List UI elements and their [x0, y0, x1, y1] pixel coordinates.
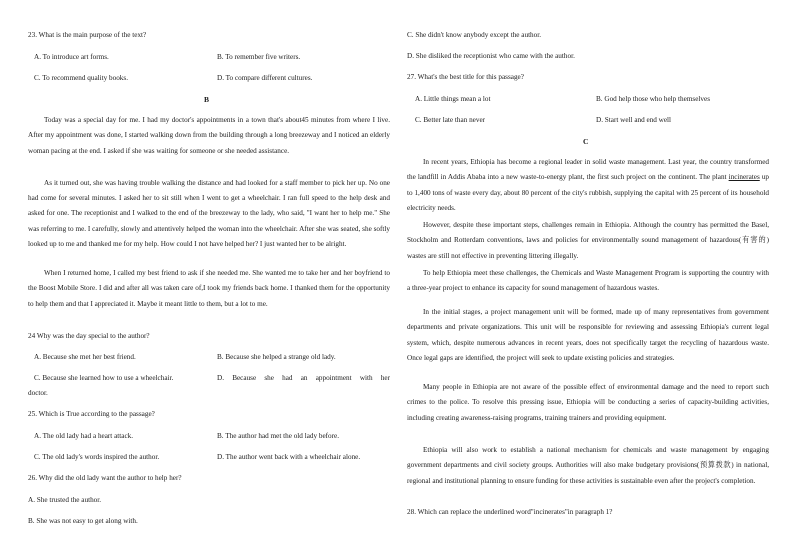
q26-stem: 26. Why did the old lady want the author to help her?: [28, 474, 182, 482]
q24-option-d: D. Because she had an appointment with her: [217, 374, 390, 382]
passage-c-p1-after: up to 1,400 tons of waste every day, about 80 percent of the city's rubbish, supplying the capital with 25 percent of its household electricity needs.: [407, 173, 770, 212]
passage-c-paragraph-3: To help Ethiopia meet these challenges, the Chemicals and Waste Management Program is supporting the country with a three-year project to enhance its capacity for sound management of hazardous wastes.: [407, 269, 769, 293]
q27-option-b: B. God help those who help themselves: [596, 95, 710, 103]
q27-stem: 27. What's the best title for this passage?: [407, 73, 524, 81]
q24-option-a: A. Because she met her best friend.: [34, 353, 136, 361]
passage-c-paragraph-1: [407, 155, 769, 216]
q25-option-c: C. The old lady's words inspired the author.: [34, 453, 160, 461]
q23-option-c: C. To recommend quality books.: [34, 74, 128, 82]
underlined-word-incinerates: incinerates: [728, 173, 760, 182]
q28-stem: 28. Which can replace the underlined word"incinerates"in paragraph 1?: [407, 508, 613, 516]
q25-stem: 25. Which is True according to the passage?: [28, 410, 155, 418]
q27-option-c: C. Better late than never: [415, 116, 486, 124]
q25-option-a: A. The old lady had a heart attack.: [34, 432, 134, 440]
q24-option-d-continuation: doctor.: [28, 389, 48, 397]
q23-option-a: A. To introduce art forms.: [34, 53, 109, 61]
q25-option-d: D. The author went back with a wheelchair alone.: [217, 453, 361, 461]
q25-option-b: B. The author had met the old lady before.: [217, 432, 340, 440]
passage-b-paragraph-2: As it turned out, she was having trouble walking the distance and had looked for a staff member to pick her up. No one had come for several minutes. I asked her to sit still when I went to get a wheelchair. I ran full speed to the help desk and asked for one. The receptionist and I walked to the end of the breezeway to the lady, who said, "I want her to help me." She was referring to me. I carefully, slowly and attentively helped the woman into the wheelchair. After she was seated, she softly looked up to me and thanked me for my help. How could I not have helped her? I just wanted her to be alright.: [28, 179, 390, 248]
q24-stem: 24 Why was the day special to the author?: [28, 332, 150, 340]
q26-option-d: D. She disliked the receptionist who came with the author.: [407, 52, 575, 60]
q27-option-a: A. Little things mean a lot: [415, 95, 491, 103]
q26-option-a: A. She trusted the author.: [28, 496, 102, 504]
q24-option-b: B. Because she helped a strange old lady.: [217, 353, 336, 361]
q26-option-c: C. She didn't know anybody except the author.: [407, 31, 542, 39]
passage-c-paragraph-4: In the initial stages, a project management unit will be formed, made up of many representatives from government departments and private organizations. This unit will be responsible for reviewing and assessing Ethiopia's current legal system, which, despite numerous advances in recent years, does not specifically target the recycling of hazardous waste. Once legal gaps are identified, the project will seek to update existing policies and strategies.: [407, 308, 769, 362]
passage-b-paragraph-3: When I returned home, I called my best friend to ask if she needed me. She wanted me to take her and her boyfriend to the Boost Mobile Store. I did and after all was taken care of,I took my friends back home. I thanked them for the opportunity to help them and that I appreciated it. Maybe it meant little to them, but a lot to me.: [28, 269, 390, 308]
passage-c-p1-before: In recent years, Ethiopia has become a regional leader in solid waste management. Last year, the country transformed the landfill in Addis Ababa into a new waste-to-energy plant, the first such project on the continent. The plant: [407, 158, 769, 182]
q23-option-d: D. To compare different cultures.: [217, 74, 313, 82]
passage-c-paragraph-5: Many people in Ethiopia are not aware of the possible effect of environmental damage and the need to report such crimes to the police. To resolve this pressing issue, Ethiopia will be conducting a series of capacity-building activities, including creating awareness-raising programs, training trainers and providing equipment.: [407, 383, 769, 422]
section-b-title: B: [204, 95, 210, 104]
q23-stem: 23. What is the main purpose of the text?: [28, 31, 147, 39]
section-c-title: C: [583, 137, 589, 146]
q27-option-d: D. Start well and end well: [596, 116, 672, 124]
q26-option-b: B. She was not easy to get along with.: [28, 517, 138, 525]
q23-option-b: B. To remember five writers.: [217, 53, 301, 61]
q24-option-c: C. Because she learned how to use a wheelchair.: [34, 374, 174, 382]
passage-c-paragraph-6: Ethiopia will also work to establish a national mechanism for chemicals and waste management by engaging government departments and civil society groups. Authorities will also make budgetary provisions(预算拨款) in national, regional and institutional planning to ensure funding for these activities is sustainable even after the project's completion.: [407, 446, 769, 485]
passage-c-paragraph-2: However, despite these important steps, challenges remain in Ethiopia. Although the country has permitted the Basel, Stockholm and Rotterdam conventions, laws and policies for environmentally sound management of hazardous(有害的) wastes are still not effective in preventing littering illegally.: [407, 221, 769, 260]
passage-b-paragraph-1: Today was a special day for me. I had my doctor's appointments in a town that's about45 minutes from where I live. After my appointment was done, I started walking down from the building through a long breezeway and I noticed an elderly woman pacing at the end. I asked if she was waiting for someone or she needed assistance.: [28, 116, 390, 155]
